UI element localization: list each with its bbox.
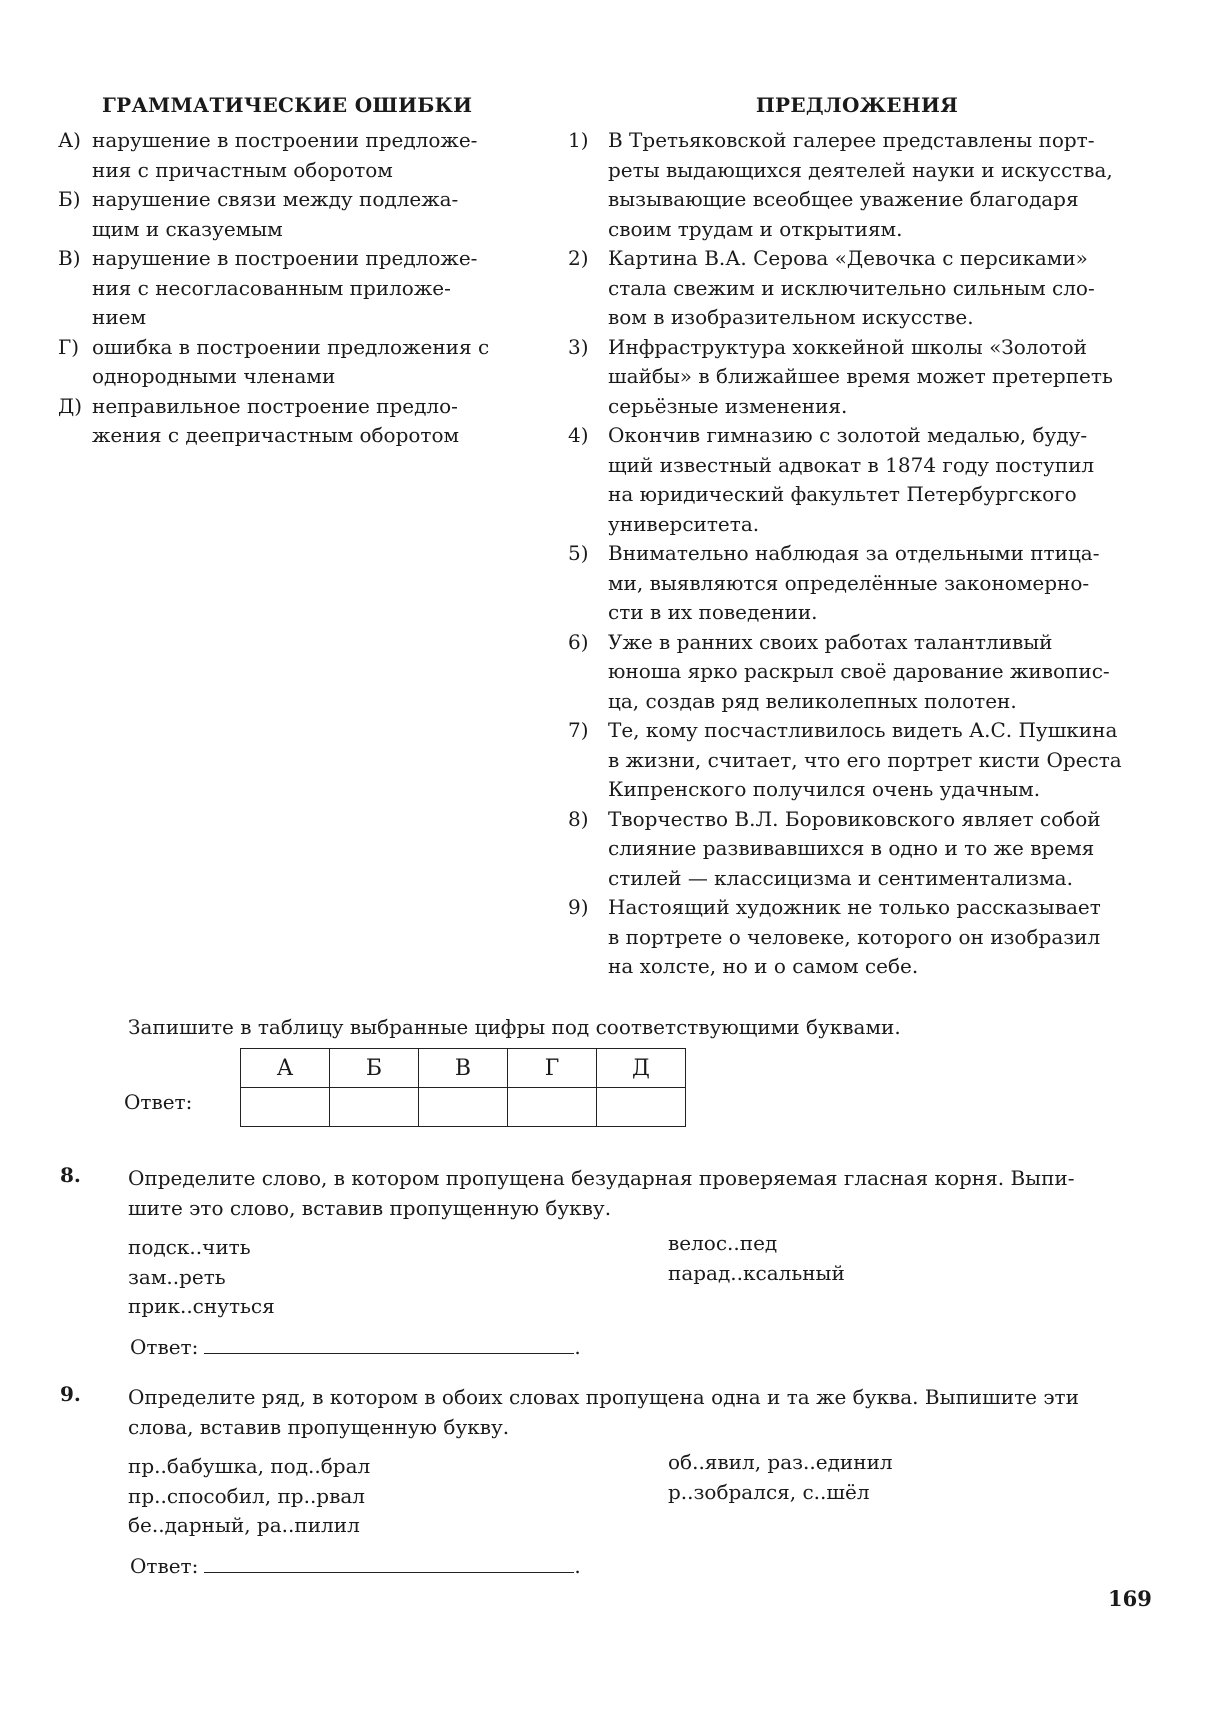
sentence-item-text: Настоящий художник не только рассказывает в портрете о человеке, которого он изобразил на холсте, но и о самом себе.: [608, 895, 1101, 978]
page-number: 169: [1108, 1586, 1152, 1611]
answer-label: Ответ:: [130, 1554, 199, 1578]
task-number: 8.: [60, 1163, 81, 1187]
option-pair: пр..способил, пр..рвал: [128, 1483, 365, 1508]
sentence-item-text: Уже в ранних своих работах талантливый юноша ярко раскрыл своё дарование живопис- ца, создав ряд великолепных полотен.: [608, 629, 1110, 713]
option-word: прик..снуться: [128, 1294, 275, 1318]
answer-table-label: Ответ:: [124, 1090, 193, 1114]
grammar-errors-column: [58, 92, 513, 451]
sentence-item-text: Картина В.А. Серова «Девочка с персиками» стала свежим и исключительно сильным сло- вом в изобразительном искусстве.: [608, 246, 1095, 329]
sentence-item-marker: 4): [568, 423, 589, 447]
task-number: 9.: [60, 1382, 81, 1406]
answer-input-line[interactable]: [204, 1552, 574, 1573]
task-options-right: [668, 1448, 893, 1507]
grammar-error-item: [58, 392, 513, 451]
grammar-error-item: [58, 126, 513, 185]
sentence-item-marker: 3): [568, 334, 589, 359]
sentence-item: [568, 421, 1146, 539]
option-word: зам..реть: [128, 1264, 226, 1289]
sentence-item-marker: 5): [568, 541, 589, 565]
answer-header-cell: Б: [330, 1049, 419, 1088]
answer-input-line[interactable]: [204, 1333, 574, 1354]
grammar-errors-heading: ГРАММАТИЧЕСКИЕ ОШИБКИ: [102, 93, 473, 117]
sentence-item-marker: 2): [568, 246, 589, 270]
sentences-heading: ПРЕДЛОЖЕНИЯ: [755, 93, 959, 117]
grammar-error-item-text: нарушение в построении предложе- ния с причастным оборотом: [92, 128, 478, 182]
answer-input-cell[interactable]: [419, 1088, 508, 1127]
task-options-right: [668, 1229, 845, 1288]
option-pair: бе..дарный, ра..пилил: [128, 1513, 360, 1537]
answer-header-cell: А: [241, 1049, 330, 1088]
grammar-error-item-marker: Г): [58, 334, 80, 359]
sentence-item: [568, 539, 1146, 628]
grammar-error-item-marker: В): [58, 246, 81, 270]
option-pair: пр..бабушка, под..брал: [128, 1454, 371, 1478]
sentence-item-marker: 8): [568, 806, 589, 831]
option-pair: р..зобрался, с..шёл: [668, 1479, 870, 1504]
sentence-item-text: Те, кому посчастливилось видеть А.С. Пушкина в жизни, считает, что его портрет кисти Ореста Кипренского получился очень удачным.: [608, 718, 1122, 801]
task-text: Определите слово, в котором пропущена безударная проверяемая гласная корня. Выпи- шите это слово, вставив пропущенную букву.: [128, 1166, 1075, 1220]
grammar-error-item-marker: Д): [58, 393, 83, 418]
sentence-item: [568, 126, 1146, 244]
sentence-item-marker: 9): [568, 895, 589, 919]
sentence-item-marker: 6): [568, 629, 589, 654]
answer-input-cell[interactable]: [330, 1088, 419, 1127]
option-pair: об..явил, раз..единил: [668, 1450, 893, 1474]
answer-header-cell: Г: [508, 1049, 597, 1088]
option-word: парад..ксальный: [668, 1260, 845, 1285]
answer-table-input-row: [241, 1088, 686, 1127]
grammar-error-item-text: ошибка в построении предложения с однородными членами: [92, 334, 490, 388]
sentence-item: [568, 333, 1146, 422]
sentence-item-marker: 7): [568, 718, 589, 742]
grammar-error-item: [58, 333, 513, 392]
task-text: Определите ряд, в котором в обоих словах пропущена одна и та же буква. Выпишите эти слова, вставив пропущенную букву.: [128, 1385, 1079, 1439]
grammar-error-item-text: неправильное построение предло- жения с деепричастным оборотом: [92, 393, 460, 447]
grammar-error-item: [58, 244, 513, 333]
answer-line: Ответ: .: [130, 1335, 581, 1359]
answer-table: [240, 1048, 686, 1127]
answer-line: Ответ: .: [130, 1554, 581, 1578]
table-instruction: Запишите в таблицу выбранные цифры под соответствующими буквами.: [128, 1015, 901, 1039]
sentence-item-text: Окончив гимназию с золотой медалью, буду- щий известный адвокат в 1874 году поступил на юридический факультет Петербургского университета.: [608, 423, 1095, 536]
option-word: велос..пед: [668, 1231, 778, 1255]
sentences-column: [568, 92, 1146, 982]
answer-label: Ответ:: [130, 1335, 199, 1359]
grammar-error-item-marker: А): [58, 128, 81, 152]
answer-header-cell: В: [419, 1049, 508, 1088]
sentence-item: [568, 244, 1146, 333]
grammar-error-item-marker: Б): [58, 187, 81, 211]
option-word: подск..чить: [128, 1235, 251, 1259]
answer-input-cell[interactable]: [508, 1088, 597, 1127]
answer-table-header-row: [241, 1049, 686, 1088]
answer-input-cell[interactable]: [597, 1088, 686, 1127]
sentence-item: [568, 893, 1146, 982]
grammar-error-item: [58, 185, 513, 244]
answer-header-cell: Д: [597, 1049, 686, 1088]
sentence-item-text: Внимательно наблюдая за отдельными птица- ми, выявляются определённые закономерно- сти в их поведении.: [608, 541, 1100, 624]
sentence-item: [568, 628, 1146, 717]
task-options-left: [128, 1233, 275, 1322]
grammar-error-item-text: нарушение в построении предложе- ния с несогласованным приложе- нием: [92, 246, 478, 329]
sentence-item: [568, 716, 1146, 805]
sentence-item-text: Инфраструктура хоккейной школы «Золотой шайбы» в ближайшее время может претерпеть серьёзные изменения.: [608, 334, 1113, 418]
task-options-left: [128, 1452, 370, 1541]
grammar-error-item-text: нарушение связи между подлежа- щим и сказуемым: [92, 187, 459, 241]
sentence-item: [568, 805, 1146, 894]
sentence-item-text: Творчество В.Л. Боровиковского являет собой слияние развивавшихся в одно и то же время стилей — классицизма и сентиментализма.: [608, 806, 1101, 890]
sentence-item-marker: 1): [568, 128, 589, 152]
answer-input-cell[interactable]: [241, 1088, 330, 1127]
sentence-item-text: В Третьяковской галерее представлены порт- реты выдающихся деятелей науки и искусства, вызывающие всеобщее уважение благодаря своим трудам и открытиям.: [608, 128, 1113, 241]
